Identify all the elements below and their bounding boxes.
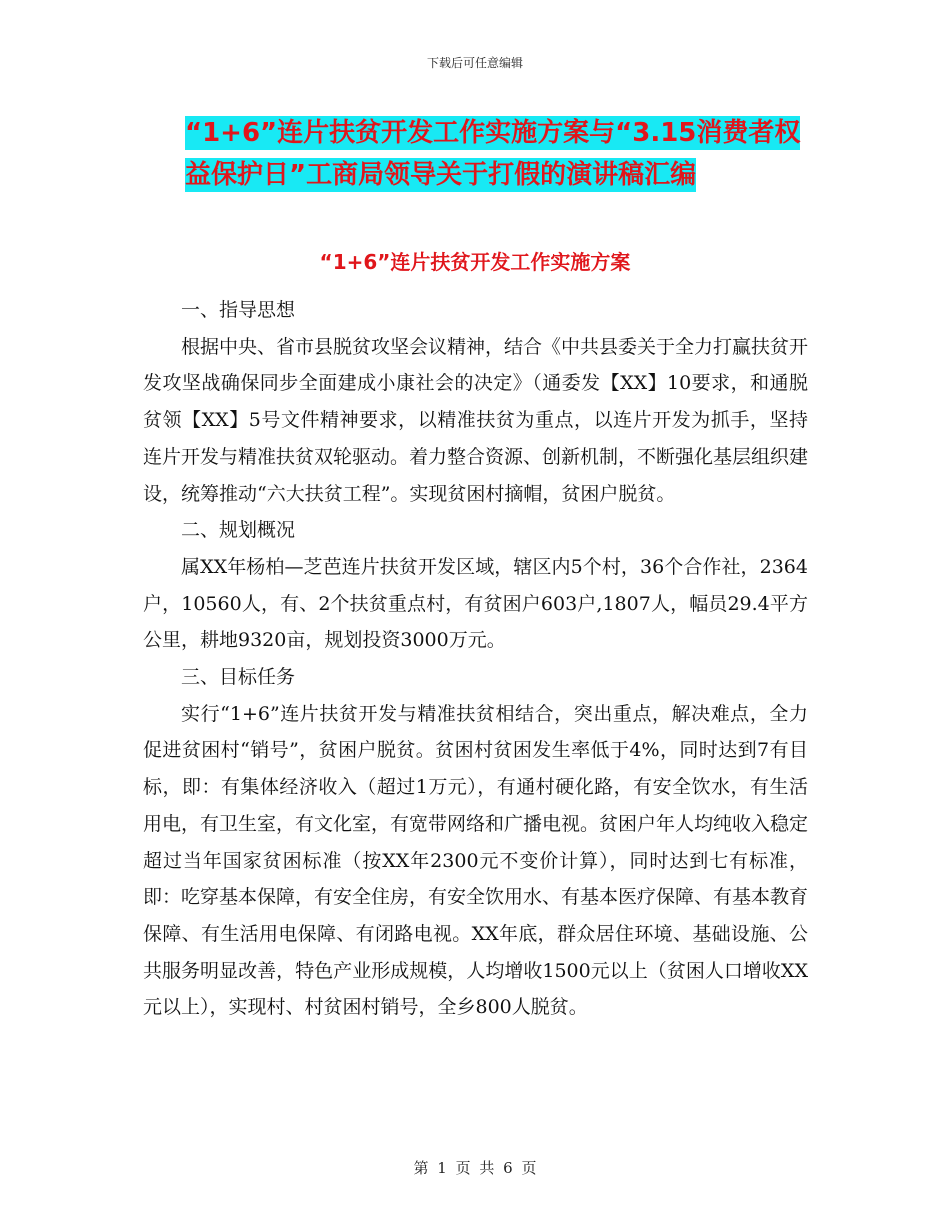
header-note: 下载后可任意编辑 (426, 56, 523, 70)
document-title-text: “1+6”连片扶贫开发工作实施方案与“3.15消费者权益保护日”工商局领导关于打假的演讲稿汇编 (185, 118, 801, 190)
heading-guiding-ideology: 一、指导思想 (181, 299, 296, 321)
paragraph-target-tasks: 实行“1+6”连片扶贫开发与精准扶贫相结合，突出重点，解决难点，全力促进贫困村“销号”，贫困户脱贫。贫困村贫困发生率低于4%，同时达到7有目标，即：有集体经济收入（超过1万元），有通村硬化路，有安全饮水，有生活用电，有卫生室，有文化室，有宽带网络和广播电视。贫困户年人均纯收入稳定超过当年国家贫困标准（按XX年2300元不变价计算），同时达到七有标准，即：吃穿基本保障，有安全住房，有安全饮用水、有基本医疗保障、有基本教育保障、有生活用电保障、有闭路电视。XX年底，群众居住环境、基础设施、公共服务明显改善，特色产业形成规模，人均增收1500元以上（贫困人口增收XX元以上），实现村、村贫困村销号，全乡800人脱贫。 (143, 702, 809, 1019)
document-title (185, 112, 825, 196)
paragraph-guiding-ideology: 根据中央、省市县脱贫攻坚会议精神，结合《中共县委关于全力打赢扶贫开发攻坚战确保同步全面建成小康社会的决定》（通委发【XX】10要求，和通脱贫领【XX】5号文件精神要求，以精准扶贫为重点，以连片开发为抓手，坚持连片开发与精准扶贫双轮驱动。着力整合资源、创新机制，不断强化基层组织建设，统筹推动“六大扶贫工程”。实现贫困村摘帽，贫困户脱贫。 (143, 335, 809, 505)
heading-target-tasks: 三、目标任务 (181, 666, 296, 689)
heading-planning-overview: 二、规划概况 (181, 519, 296, 542)
page-footer: 第 1 页 共 6 页 (413, 1159, 537, 1177)
document-body (143, 292, 808, 1026)
section-title: “1+6”连片扶贫开发工作实施方案 (319, 250, 631, 274)
paragraph-planning-overview: 属XX年杨柏—芝芭连片扶贫开发区域，辖区内5个村，36个合作社，2364户，10560人，有、2个扶贫重点村，有贫困户603户,1807人，幅员29.4平方公里，耕地9320亩，规划投资3000万元。 (143, 555, 808, 652)
